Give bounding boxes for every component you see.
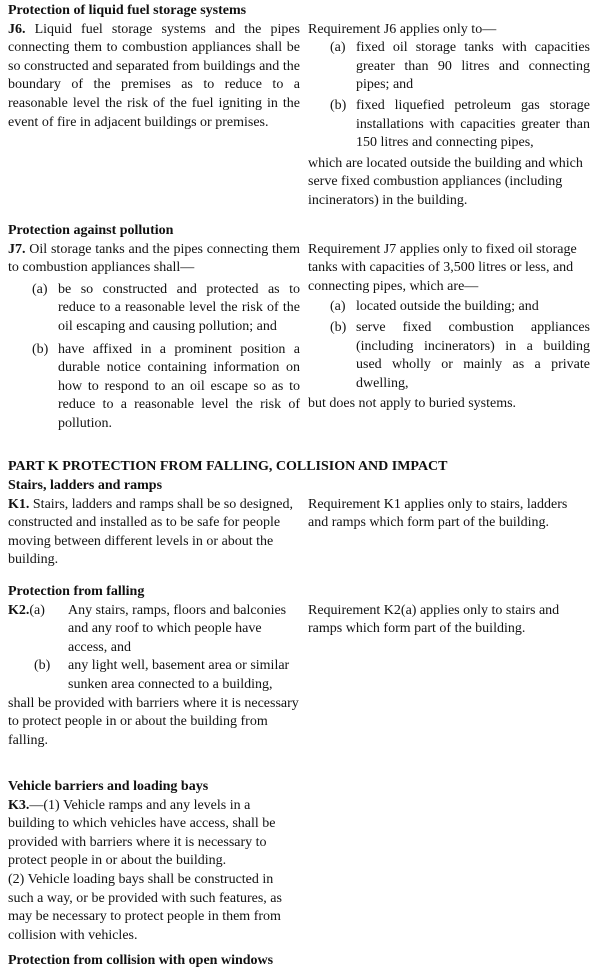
j7-limitation <box>308 241 590 436</box>
section-k3 <box>8 778 596 945</box>
j6-text: Liquid fuel storage systems and the pipes connecting them to combustion appliances shall be so constructed and separated from buildings and the boundary of the premises as to reduce to a reasonable level the risk of the fuel igniting in the event of fire in adjacent buildings or premises. <box>8 21 300 130</box>
k2-limit: Requirement K2(a) applies only to stairs and ramps which form part of the building. <box>308 602 560 637</box>
k4-heading: Protection from collision with open windows <box>8 953 274 968</box>
section-k2 <box>8 583 596 750</box>
j7-number: J7. <box>8 241 26 257</box>
j6-number: J6. <box>8 21 26 37</box>
j7-limit-outro: but does not apply to buried systems. <box>308 396 517 412</box>
j6-limit-outro: which are located outside the building and which serve fixed combustion appliances (including incinerators) in the building. <box>308 155 583 208</box>
k3-number: K3. <box>8 797 30 813</box>
k3-requirement <box>8 797 300 946</box>
k2-item: (b) any light well, basement area or similar sunken area connected to a building, <box>34 658 290 692</box>
k2-requirement <box>8 602 300 751</box>
j6-requirement <box>8 21 300 211</box>
j7-limit-intro: Requirement J7 applies only to fixed oil storage tanks with capacities of 3,500 litres or less, and connecting pipes, which are— <box>308 241 577 294</box>
k3-heading: Vehicle barriers and loading bays <box>8 779 209 794</box>
j7-limit-item: (b) serve fixed combustion appliances (including incinerators) in a building used wholly or mainly as a private dwelling, <box>330 319 590 391</box>
part-k-title-block <box>8 458 596 477</box>
j7-text: Oil storage tanks and the pipes connecting them to combustion appliances shall— <box>8 241 300 276</box>
j6-limit-intro: Requirement J6 applies only to— <box>308 21 497 37</box>
part-k-title: PART K PROTECTION FROM FALLING, COLLISION AND IMPACT <box>8 459 448 474</box>
k2-number: K2. <box>8 602 30 618</box>
k1-number: K1. <box>8 496 30 512</box>
j6-limitation <box>308 21 590 211</box>
k1-requirement <box>8 496 300 570</box>
j7-item: (a) be so constructed and protected as to reduce to a reasonable level the risk of the oil escaping and causing pollution; and <box>32 281 300 334</box>
k3-para1: —(1) Vehicle ramps and any levels in a building to which vehicles have access, shall be provided with barriers where it is necessary to protect people in or about the building. <box>8 797 276 869</box>
section-j6 <box>8 2 596 211</box>
j6-limit-item: (b) fixed liquefied petroleum gas storage installations with capacities greater than 150 litres and connecting pipes, <box>330 97 590 151</box>
j7-limit-item: (a) located outside the building; and <box>330 299 539 315</box>
k1-heading: Stairs, ladders and ramps <box>8 478 163 493</box>
j7-heading: Protection against pollution <box>8 223 174 238</box>
k1-text: Stairs, ladders and ramps shall be so designed, constructed and installed as to be safe for people moving between different levels in or about the building. <box>8 496 294 568</box>
j7-item: (b) have affixed in a prominent position a durable notice containing information on how to respond to an oil escape so as to reduce to a reasonable level the risk of pollution. <box>32 341 300 431</box>
k3-para2: (2) Vehicle loading bays shall be constructed in such a way, or be provided with such features, as may be necessary to protect people in them from collision with vehicles. <box>8 871 282 943</box>
j6-limit-item: (a) fixed oil storage tanks with capacities greater than 90 litres and connecting pipes; and <box>330 40 590 93</box>
section-k4 <box>8 952 596 971</box>
section-j7 <box>8 222 596 436</box>
k2-outro: shall be provided with barriers where it is necessary to protect people in or about the building from falling. <box>8 695 299 748</box>
k1-limit: Requirement K1 applies only to stairs, ladders and ramps which form part of the building. <box>308 496 568 531</box>
k2-item: K2.(a) Any stairs, ramps, floors and balconies and any roof to which people have access, and <box>8 602 287 655</box>
j6-heading: Protection of liquid fuel storage systems <box>8 3 247 18</box>
j7-requirement <box>8 241 300 436</box>
k2-heading: Protection from falling <box>8 584 145 599</box>
k2-limitation <box>308 602 590 751</box>
k1-limitation <box>308 496 590 570</box>
section-k1 <box>8 477 596 570</box>
